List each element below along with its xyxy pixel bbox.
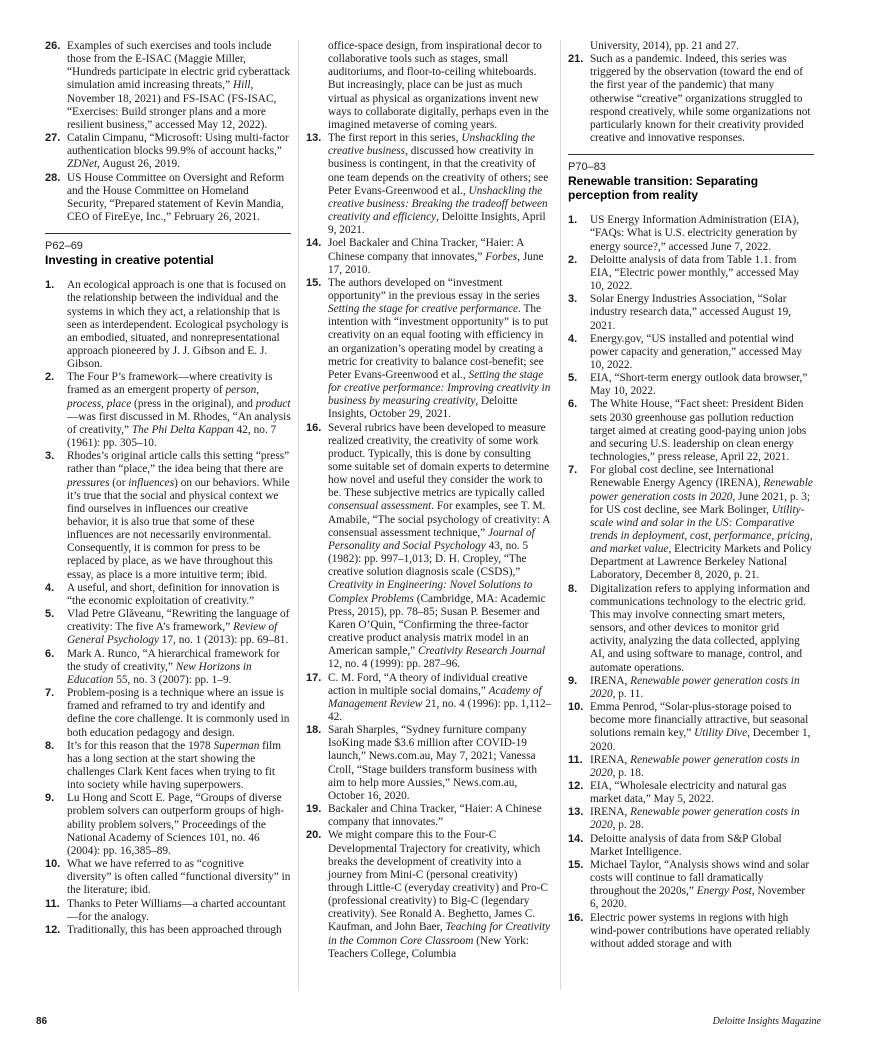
endnote-text: Electric power systems in regions with high wind-power contributions have operated reliably without added storage and with bbox=[590, 911, 811, 950]
endnote-number: 7. bbox=[568, 464, 578, 477]
endnote-number: 4. bbox=[568, 332, 578, 345]
endnote-number: 10. bbox=[568, 701, 584, 714]
endnote-number: 21. bbox=[568, 53, 584, 66]
section-header bbox=[45, 233, 291, 267]
endnote-text: Digitalization refers to applying information and communications technology to the electric grid. This may involve connecting smart meters, sensors, and other devices to monitor grid activity, analyzing the data collected, applying AI, and using software to manage, control, and automate operations. bbox=[590, 582, 810, 674]
endnote-text: EIA, “Short-term energy outlook data browser,” May 10, 2022. bbox=[590, 372, 808, 398]
endnote-text: What we have referred to as “cognitive diversity” is often called “functional diversity” in the literature; ibid. bbox=[67, 858, 291, 897]
endnote-text: C. M. Ford, “A theory of individual creative action in multiple social domains,” Academy of Management Review 21, no. 4 (1996): pp. 1,112–42. bbox=[328, 671, 552, 723]
endnote bbox=[45, 858, 291, 897]
endnote-text: Lu Hong and Scott E. Page, “Groups of diverse problem solvers can outperform groups of high-ability problem solvers,” Proceedings of the National Academy of Sciences 101, no. 46 (2004): pp. 16,385–89. bbox=[67, 792, 285, 857]
endnote-number: 13. bbox=[306, 132, 322, 145]
endnote bbox=[306, 237, 552, 276]
endnote bbox=[45, 582, 291, 608]
endnote-number: 19. bbox=[306, 803, 322, 816]
endnote-number: 11. bbox=[45, 897, 60, 910]
endnote bbox=[568, 859, 814, 912]
section-page-range: P70–83 bbox=[568, 161, 606, 174]
endnote bbox=[568, 254, 814, 293]
endnote-text: Catalin Cimpanu, “Microsoft: Using multi-factor authentication blocks 99.9% of account hacks,” ZDNet, August 26, 2019. bbox=[67, 132, 289, 171]
endnote-number: 15. bbox=[306, 276, 322, 289]
endnote bbox=[45, 792, 291, 858]
endnote bbox=[45, 924, 291, 937]
endnote bbox=[45, 371, 291, 450]
endnote-number: 6. bbox=[568, 398, 578, 411]
endnote-text: US Energy Information Administration (EIA), “FAQs: What is U.S. electricity generation by energy source?,” accessed June 7, 2022. bbox=[590, 214, 800, 253]
endnote-number: 12. bbox=[568, 779, 584, 792]
page-number: 86 bbox=[36, 1016, 48, 1027]
section-page-range: P62–69 bbox=[45, 240, 83, 253]
endnote-number: 5. bbox=[45, 608, 55, 621]
endnote-text: Such as a pandemic. Indeed, this series was triggered by the observation (toward the end of the first year of the pandemic) that many otherwise “creative” organizations struggled to respond creatively, while some organizations not particularly known for their creativity provided creative and innovative responses. bbox=[590, 53, 811, 145]
endnote-number: 16. bbox=[306, 421, 322, 434]
endnote bbox=[306, 132, 552, 237]
endnote-number: 2. bbox=[45, 371, 55, 384]
endnote bbox=[568, 293, 814, 332]
endnote-number: 1. bbox=[568, 214, 578, 227]
endnote bbox=[45, 608, 291, 647]
endnote-number: 13. bbox=[568, 806, 584, 819]
endnote bbox=[306, 672, 552, 725]
endnote-number: 12. bbox=[45, 923, 61, 936]
endnote-number: 2. bbox=[568, 253, 578, 266]
endnote bbox=[568, 806, 814, 832]
column-divider bbox=[560, 40, 561, 990]
endnote-text: The authors developed on “investment opportunity” in the previous essay in the series Setting the stage for creative performance. The intention with “investment opportunity” is to put creativity on an equal footing with efficiency in an organization’s operating model by creating a metric for creativity to balance cost-benefit; see Peter Evans-Greenwood et al., Setting the stage for creative performance: Improving creativity in business by measuring creativity, Deloitte Insights, October 29, 2021. bbox=[328, 276, 551, 421]
endnote bbox=[568, 53, 814, 145]
section-title: Investing in creative potential bbox=[45, 253, 214, 268]
endnote-text: IRENA, Renewable power generation costs in 2020, p. 11. bbox=[590, 674, 800, 700]
endnote bbox=[568, 675, 814, 701]
endnote bbox=[568, 780, 814, 806]
endnote bbox=[568, 398, 814, 464]
endnote-number: 15. bbox=[568, 858, 584, 871]
endnote-text: EIA, “Wholesale electricity and natural gas market data,” May 5, 2022. bbox=[590, 779, 787, 806]
endnote-text: Solar Energy Industries Association, “Solar industry research data,” accessed August 19, 2021. bbox=[590, 293, 792, 332]
endnote-number: 1. bbox=[45, 279, 55, 292]
endnote-text: Examples of such exercises and tools include those from the E-ISAC (Maggie Miller, “Hundreds participate in electric grid cyberattack simulation amid increasing threats,” Hill, November 18, 2021) and FS-ISAC (FS-ISAC, “Exercises: Build stronger plans and a more resilient business,” accessed May 12, 2022). bbox=[67, 40, 291, 131]
endnote-number: 8. bbox=[568, 582, 578, 595]
endnote-text: Sarah Sharples, “Sydney furniture company IsoKing made $3.6 million after COVID-19 launch,” News.com.au, May 7, 2021; Vanessa Croll, “Stage builders transform business with aim to help more Aussies,” News.com.au, October 16, 2020. bbox=[328, 724, 537, 802]
endnote-number: 5. bbox=[568, 372, 578, 385]
section-title: Renewable transition: Separating perception from reality bbox=[568, 174, 759, 203]
endnote-text: For global cost decline, see International Renewable Energy Agency (IRENA), Renewable power generation costs in 2020, June 2021, p. 3; for US cost decline, see Mark Bolinger, Utility-scale wind and solar in the US: Comparative trends in deployment, cost, performance, pricing, and market value, Electricity Markets and Policy Department at Lawrence Berkeley National Laboratory, December 8, 2020, p. 21. bbox=[590, 464, 813, 582]
endnote-text: Deloitte analysis of data from Table 1.1. from EIA, “Electric power monthly,” accessed May 10, 2022. bbox=[590, 253, 800, 293]
endnote-number: 6. bbox=[45, 647, 55, 660]
endnote-text: Emma Penrod, “Solar-plus-storage poised to become more financially attractive, but seasonal solutions remain key,” Utility Dive, December 1, 2020. bbox=[590, 701, 811, 753]
endnote-text: Deloitte analysis of data from S&P Global Market Intelligence. bbox=[590, 832, 782, 858]
endnote bbox=[568, 912, 814, 951]
endnote bbox=[45, 40, 291, 132]
endnote bbox=[306, 724, 552, 803]
endnote bbox=[568, 464, 814, 582]
endnote bbox=[306, 829, 552, 961]
endnote-text: The Four P’s framework—where creativity is framed as an emergent property of person, process, place (press in the original), and product—was first discussed in M. Rhodes, “An analysis of creativity,” The Phi Delta Kappan 42, no. 7 (1961): pp. 305–10. bbox=[67, 371, 291, 450]
endnote-text: The White House, “Fact sheet: President Biden sets 2030 greenhouse gas pollution reduction target aimed at creating good-paying union jobs and securing U.S. leadership on clean energy technologies,” press release, April 22, 2021. bbox=[590, 398, 807, 464]
endnote-text: IRENA, Renewable power generation costs in 2020, p. 18. bbox=[590, 753, 800, 779]
endnote-number: 3. bbox=[568, 293, 578, 306]
endnote-number: 27. bbox=[45, 132, 61, 145]
endnote-number: 26. bbox=[45, 40, 61, 52]
endnote bbox=[568, 214, 814, 253]
endnote bbox=[45, 687, 291, 740]
endnote-number: 17. bbox=[306, 671, 322, 684]
endnote bbox=[568, 372, 814, 398]
endnote bbox=[306, 803, 552, 829]
section-rule bbox=[568, 154, 814, 155]
endnote-text: The first report in this series, Unshackling the creative business, discussed how creativity in business is contingent, in that the creativity of one team depends on the creativity of others; see Peter Evans-Greenwood et al., Unshackling the creative business: Breaking the tradeoff between creativity and efficiency, Deloitte Insights, April 9, 2021. bbox=[328, 132, 549, 237]
endnote bbox=[45, 279, 291, 371]
section-header bbox=[568, 154, 814, 202]
endnote-number: 18. bbox=[306, 724, 322, 737]
endnote bbox=[45, 132, 291, 171]
endnote-number: 14. bbox=[306, 237, 322, 250]
endnote-number: 7. bbox=[45, 687, 55, 700]
endnote-continuation: office-space design, from inspirational decor to collaborative tools such as stages, small auditoriums, and floor-to-ceiling whiteboards. But increasingly, place can be just as much virtual as physical as organizations invent new ways to collaborate digitally, perhaps even in the imagined metaverse of coming years. bbox=[328, 40, 549, 131]
endnote-number: 3. bbox=[45, 450, 55, 463]
endnote bbox=[568, 833, 814, 859]
endnote bbox=[45, 648, 291, 687]
endnote bbox=[45, 740, 291, 793]
endnote-text: Mark A. Runco, “A hierarchical framework for the study of creativity,” New Horizons in Education 55, no. 3 (2007): pp. 1–9. bbox=[67, 647, 280, 686]
endnotes-column-2 bbox=[306, 40, 552, 961]
endnote bbox=[45, 172, 291, 225]
endnote-text: Joel Backaler and China Tracker, “Haier: A Chinese company that innovates,” Forbes, June 17, 2010. bbox=[328, 237, 544, 276]
endnote-text: Thanks to Peter Williams—a charted accountant—for the analogy. bbox=[67, 897, 286, 923]
endnote-text: Rhodes’s original article calls this setting “press” rather than “place,” the idea being that there are pressures (or influences) on our behaviors. While it’s true that the social and physical context we find ourselves in influences our creative behavior, it is also true that some of these influences are not necessarily environmental. Consequently, it is common for press to be replaced by place, as we have throughout this essay, as place is a more intuitive term; ibid. bbox=[67, 450, 290, 581]
endnote-number: 28. bbox=[45, 171, 61, 184]
endnotes-column-3 bbox=[568, 40, 814, 951]
endnote-text: We might compare this to the Four-C Developmental Trajectory for creativity, which breaks the development of creativity into a journey from Mini-C (personal creativity) through Little-C (everyday creativity) and Pro-C (professional creativity) to Big-C (legendary creativity). See Ronald A. Beghetto, James C. Kaufman, and John Baer, Teaching for Creativity in the Common Core Classroom (New York: Teachers College, Columbia bbox=[328, 829, 551, 960]
endnote bbox=[568, 333, 814, 372]
endnote-number: 8. bbox=[45, 739, 55, 752]
endnote-number: 9. bbox=[45, 792, 55, 805]
column-divider bbox=[298, 40, 299, 990]
endnote-text: Traditionally, this has been approached through bbox=[67, 923, 282, 936]
endnote-number: 16. bbox=[568, 911, 584, 924]
endnote bbox=[568, 701, 814, 754]
endnote-text: It’s for this reason that the 1978 Superman film has a long section at the start showing the challenges Clark Kent faces when trying to fit into society while having superpowers. bbox=[67, 739, 281, 792]
endnote bbox=[568, 754, 814, 780]
endnote-text: US House Committee on Oversight and Reform and the House Committee on Homeland Security, “Prepared statement of Kevin Mandia, CEO of FireEye, Inc.,” February 26, 2021. bbox=[67, 171, 285, 224]
magazine-name: Deloitte Insights Magazine bbox=[712, 1016, 821, 1027]
endnotes-column-1 bbox=[45, 40, 291, 937]
endnote-number: 11. bbox=[568, 753, 583, 766]
endnote bbox=[306, 277, 552, 422]
endnote-number: 14. bbox=[568, 832, 584, 845]
endnote-number: 10. bbox=[45, 858, 61, 871]
endnote-text: Michael Taylor, “Analysis shows wind and solar costs will continue to fall dramatically throughout the 2020s,” Energy Post, November 6, 2020. bbox=[590, 858, 810, 911]
endnote bbox=[45, 898, 291, 924]
endnote-text: A useful, and short, definition for innovation is “the economic exploitation of creativity.” bbox=[67, 581, 280, 607]
endnote-text: Energy.gov, “US installed and potential wind power capacity and generation,” accessed May 10, 2022. bbox=[590, 332, 803, 371]
endnote-text: Problem-posing is a technique where an issue is framed and reframed to try and identify and define the core challenge. It is commonly used in both education pedagogy and design. bbox=[67, 687, 290, 739]
endnote-text: Backaler and China Tracker, “Haier: A Chinese company that innovates.” bbox=[328, 803, 542, 829]
endnote bbox=[568, 583, 814, 675]
endnote-text: Vlad Petre Glăveanu, “Rewriting the language of creativity: The five A’s framework,” Review of General Psychology 17, no. 1 (2013): pp. 69–81. bbox=[67, 608, 290, 647]
endnote-number: 4. bbox=[45, 581, 55, 594]
endnote bbox=[45, 450, 291, 582]
endnote-text: IRENA, Renewable power generation costs in 2020, p. 28. bbox=[590, 806, 800, 832]
endnote-number: 20. bbox=[306, 829, 322, 842]
endnote-text: An ecological approach is one that is focused on the relationship between the individual and the systems in which they act, a relationship that is seen as interdependent. Ecological psychology is an embodied, situated, and nonrepresentational approach pioneered by J. J. Gibson and E. J. Gibson. bbox=[67, 279, 289, 371]
endnote-text: Several rubrics have been developed to measure realized creativity, the creativity of some work product. Typically, this is done by consulting some suitable set of domain experts to determine how novel and useful they consider the work to be. These subjective metrics are typically called consensual assessment. For examples, see T. M. Amabile, “The social psychology of creativity: A consensual assessment technique,” Journal of Personality and Social Psychology 43, no. 5 (1982): pp. 997–1,013; D. H. Cropley, “The creative solution diagnosis scale (CSDS),” Creativity in Engineering: Novel Solutions to Complex Problems (Cambridge, MA: Academic Press, 2015), pp. 78–85; Susan P. Besemer and Karen O’Quin, “Confirming the three-factor creative product analysis matrix model in an American sample,” Creativity Research Journal 12, no. 4 (1999): pp. 287–96. bbox=[328, 421, 550, 671]
section-rule bbox=[45, 233, 291, 234]
endnote-number: 9. bbox=[568, 674, 578, 687]
endnote bbox=[306, 422, 552, 672]
endnote-continuation: University, 2014), pp. 21 and 27. bbox=[590, 40, 739, 52]
